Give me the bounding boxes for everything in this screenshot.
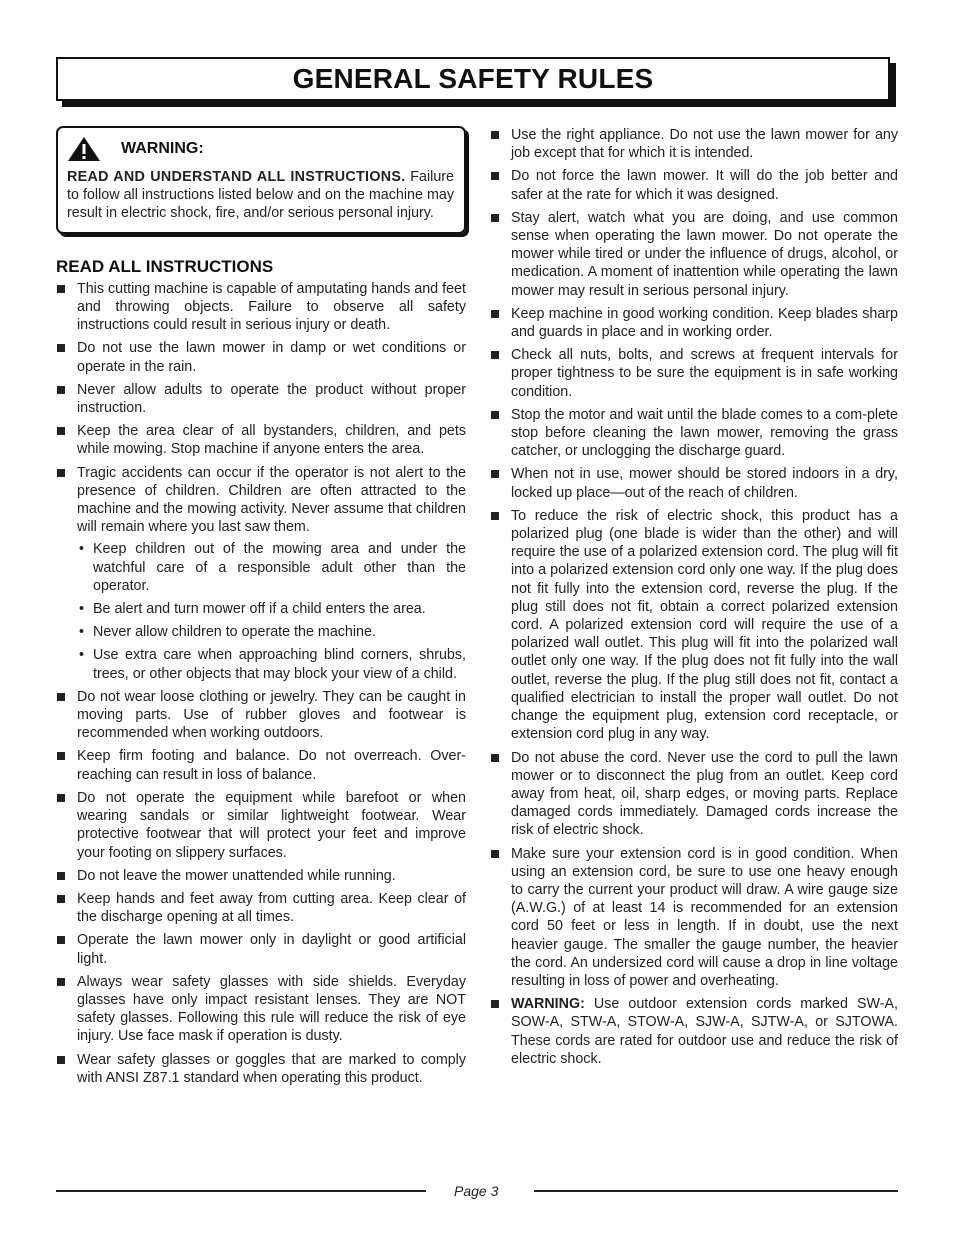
- list-item: To reduce the risk of electric shock, this product has a polarized plug (one blade is wider than the other) and will require the use of a polarized extension cord. The plug will fit into a polarized extension cord only one way. If the plug does not fit fully into the extension cord, reverse the plug. If the plug still does not fit, obtain a correct polarized extension cord. A polarized extension cord will require the use of a polarized wall outlet. This plug will fit into the polarized wall outlet only one way. If the plug does not fit fully into the wall outlet, reverse the plug. If the plug still does not fit, contact a qualified electrician to install the proper wall outlet. Do not change the equipment plug, extension cord receptacle, or extension cord plug in any way.: [490, 507, 898, 744]
- list-item: Do not abuse the cord. Never use the cord to pull the lawn mower or to disconnect the plug from an outlet. Keep cord away from heat, oil, sharp edges, or moving parts. Replace damaged cords immediately. Damaged cords increase the risk of electric shock.: [490, 749, 898, 840]
- title-box: [56, 57, 890, 101]
- list-item: Never allow adults to operate the product without proper instruction.: [56, 381, 466, 417]
- right-rules-list: [490, 126, 898, 1068]
- list-item: Use the right appliance. Do not use the lawn mower for any job except that for which it is intended.: [490, 126, 898, 162]
- warning-box: [56, 126, 466, 234]
- footer-rule-right: [534, 1190, 898, 1192]
- warning-heading: WARNING:: [121, 139, 204, 157]
- warning-cord-text: Use outdoor extension cords marked SW-A, SOW-A, STW-A, STOW-A, SJW-A, SJTW-A, or SJTOWA. These cords are rated for outdoor use and reduce the risk of electric shock.: [511, 996, 898, 1067]
- warning-lead: READ AND UNDERSTAND ALL INSTRUCTIONS.: [67, 169, 406, 185]
- warning-body-text: Failure to follow all instructions listed below and on the machine may result in electric shock, fire, and/or serious personal injury.: [67, 169, 454, 222]
- list-item: Wear safety glasses or goggles that are marked to comply with ANSI Z87.1 standard when operating this product.: [56, 1051, 466, 1087]
- list-item: Keep hands and feet away from cutting area. Keep clear of the discharge opening at all times.: [56, 890, 466, 926]
- list-item-text: Tragic accidents can occur if the operator is not alert to the presence of children. Children are often attracted to the machine and the mowing activity. Never assume that children will remain where you last saw them.: [77, 464, 466, 536]
- list-item: Make sure your extension cord is in good condition. When using an extension cord, be sure to use one heavy enough to carry the current your product will draw. A wire gauge size (A.W.G.) of at least 14 is recommended for an extension cord 50 feet or less in length. If in doubt, use the next heavier gauge. The smaller the gauge number, the heavier the cord. An undersized cord will cause a drop in line voltage resulting in loss of power and overheating.: [490, 845, 898, 991]
- left-rules-list: [56, 280, 466, 1087]
- left-column: [56, 126, 466, 1092]
- list-item: Do not operate the equipment while barefoot or when wearing sandals or similar lightweight footwear. Wear protective footwear that will protect your feet and improve your footing on slippery surfaces.: [56, 789, 466, 862]
- right-column: [490, 126, 898, 1073]
- warning-triangle-icon: [67, 136, 101, 162]
- child-sub-list: [77, 540, 466, 682]
- list-item-warning: [490, 995, 898, 1068]
- sub-list-item: • Never allow children to operate the machine.: [77, 623, 466, 641]
- list-item: When not in use, mower should be stored indoors in a dry, locked up place—out of the reach of children.: [490, 465, 898, 501]
- list-item: Keep firm footing and balance. Do not overreach. Over-reaching can result in loss of balance.: [56, 747, 466, 783]
- list-item-children: [56, 464, 466, 683]
- list-item: Stop the motor and wait until the blade comes to a com-plete stop before cleaning the lawn mower, removing the grass catcher, or unclogging the discharge guard.: [490, 406, 898, 461]
- page-number: Page 3: [454, 1183, 499, 1199]
- list-item: Do not wear loose clothing or jewelry. They can be caught in moving parts. Use of rubber gloves and footwear is recommended when working outdoors.: [56, 688, 466, 743]
- list-item: Keep the area clear of all bystanders, children, and pets while mowing. Stop machine if anyone enters the area.: [56, 422, 466, 458]
- list-item: Stay alert, watch what you are doing, and use common sense when operating the lawn mower. Do not operate the mower while tired or under the influence of drugs, alcohol, or medication. A moment of inattention while operating the lawn mower may result in serious personal injury.: [490, 209, 898, 300]
- list-item: Check all nuts, bolts, and screws at frequent intervals for proper tightness to be sure the equipment is in safe working condition.: [490, 346, 898, 401]
- list-item: Do not use the lawn mower in damp or wet conditions or operate in the rain.: [56, 339, 466, 375]
- list-item: Do not leave the mower unattended while running.: [56, 867, 466, 885]
- warning-label: WARNING:: [511, 996, 585, 1013]
- footer-rule-left: [56, 1190, 426, 1192]
- sub-list-item: • Keep children out of the mowing area and under the watchful care of a responsible adult other than the operator.: [77, 540, 466, 595]
- section-heading: READ ALL INSTRUCTIONS: [56, 256, 274, 276]
- list-item: Do not force the lawn mower. It will do the job better and safer at the rate for which it was designed.: [490, 167, 898, 203]
- page-title: GENERAL SAFETY RULES: [292, 63, 654, 94]
- list-item: This cutting machine is capable of amputating hands and feet and throwing objects. Failure to observe all safety instructions could result in serious injury or death.: [56, 280, 466, 335]
- list-item: Always wear safety glasses with side shields. Everyday glasses have only impact resistant lenses. They are NOT safety glasses. Following this rule will reduce the risk of eye injury. Use face mask if operation is dusty.: [56, 973, 466, 1046]
- list-item: Operate the lawn mower only in daylight or good artificial light.: [56, 931, 466, 967]
- warning-header: [67, 136, 454, 162]
- sub-list-item: • Use extra care when approaching blind corners, shrubs, trees, or other objects that may block your view of a child.: [77, 646, 466, 682]
- list-item: Keep machine in good working condition. Keep blades sharp and guards in place and in working order.: [490, 305, 898, 341]
- sub-list-item: • Be alert and turn mower off if a child enters the area.: [77, 600, 466, 618]
- warning-text: [67, 168, 454, 223]
